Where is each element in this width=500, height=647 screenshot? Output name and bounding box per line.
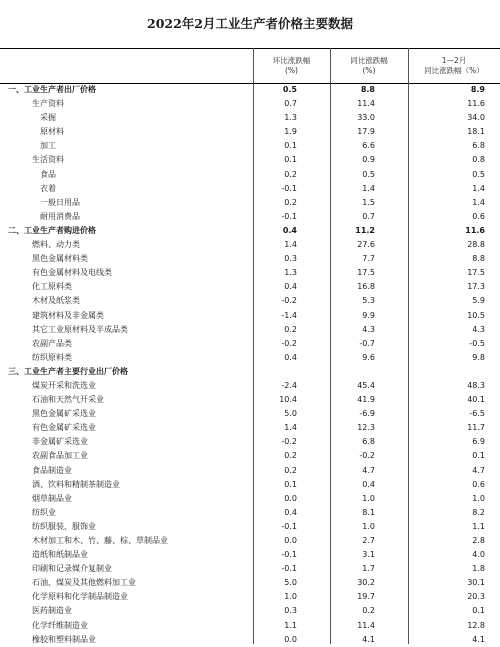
table-row (0, 379, 500, 393)
table-row (0, 168, 500, 182)
row-label: 石油、煤炭及其他燃料加工业 (32, 578, 136, 588)
row-label: 一般日用品 (40, 197, 80, 207)
table-row (0, 309, 500, 323)
ytd-value: 11.7 (467, 423, 485, 433)
yoy-value: 1.0 (362, 493, 375, 503)
table-row (0, 365, 500, 379)
row-label: 纺织业 (32, 507, 56, 517)
row-label: 衣着 (40, 183, 56, 193)
row-label: 生产资料 (32, 99, 64, 109)
mom-value: -0.2 (281, 338, 297, 348)
row-label: 黑色金属矿采选业 (32, 409, 96, 419)
row-label: 农副产品类 (32, 338, 72, 348)
yoy-value: 1.5 (362, 197, 375, 207)
row-label: 印刷和记录媒介复制业 (32, 564, 112, 574)
header-mom-line2: (%) (285, 66, 298, 75)
ytd-value: 11.6 (467, 99, 485, 109)
ytd-value: 18.1 (467, 127, 485, 137)
mom-value: 0.0 (284, 634, 297, 644)
ytd-value: 17.5 (467, 268, 485, 278)
ytd-value: 0.5 (472, 169, 485, 179)
ytd-value: 0.6 (472, 479, 485, 489)
mom-value: 1.3 (284, 268, 297, 278)
ytd-value: 1.8 (472, 564, 485, 574)
mom-value: 0.0 (284, 493, 297, 503)
table-row (0, 421, 500, 435)
ytd-value: -0.5 (469, 338, 485, 348)
yoy-value: 0.4 (362, 479, 375, 489)
page-title: 2022年2月工业生产者价格主要数据 (147, 16, 353, 31)
row-label: 纺织原料类 (32, 352, 72, 362)
ytd-value: 0.1 (472, 451, 485, 461)
row-label: 一、工业生产者出厂价格 (8, 85, 96, 94)
mom-value: -0.1 (281, 521, 297, 531)
ytd-value: -6.5 (469, 409, 485, 419)
table-row (0, 238, 500, 252)
yoy-value: -6.9 (359, 409, 375, 419)
mom-value: 0.0 (284, 536, 297, 545)
yoy-value: 11.4 (357, 99, 375, 109)
table-row (0, 252, 500, 266)
yoy-value: 17.5 (357, 268, 375, 278)
mom-value: 0.3 (284, 254, 297, 264)
row-label: 石油和天然气开采业 (32, 395, 104, 405)
table-row (0, 604, 500, 618)
table-row (0, 323, 500, 337)
table-row (0, 196, 500, 210)
table-row (0, 83, 500, 97)
table-row (0, 407, 500, 421)
mom-value: 0.2 (284, 465, 297, 475)
mom-value: -0.1 (281, 211, 297, 221)
ytd-value: 1.4 (472, 197, 485, 207)
mom-value: -0.2 (281, 296, 297, 306)
ytd-value: 40.1 (467, 395, 485, 405)
mom-value: 0.7 (284, 99, 297, 109)
yoy-value: 19.7 (357, 592, 375, 602)
row-label: 橡胶和塑料制品业 (32, 634, 96, 644)
yoy-value: 4.7 (362, 465, 375, 475)
table-row (0, 619, 500, 633)
header-mom (253, 49, 330, 83)
ytd-value: 0.1 (472, 606, 485, 616)
table-row (0, 478, 500, 492)
mom-value: 0.2 (284, 169, 297, 179)
row-label: 木材加工和木、竹、藤、棕、草制品业 (32, 536, 168, 545)
row-label: 纺织服装、服饰业 (32, 521, 96, 531)
row-label: 三、工业生产者主要行业出厂价格 (8, 366, 128, 376)
row-label: 耐用消费品 (40, 211, 80, 221)
table-row (0, 153, 500, 167)
mom-value: 0.5 (282, 85, 297, 94)
yoy-value: -0.2 (359, 451, 375, 461)
ytd-value: 4.0 (472, 550, 485, 560)
ytd-value: 12.8 (467, 620, 485, 630)
row-label: 加工 (40, 141, 56, 151)
row-label: 燃料、动力类 (32, 240, 80, 250)
yoy-value: 0.5 (362, 169, 375, 179)
ytd-value: 30.1 (467, 578, 485, 588)
table-row (0, 266, 500, 280)
row-label: 化工原料类 (32, 282, 72, 292)
table-row (0, 548, 500, 562)
table-row (0, 590, 500, 604)
row-label: 采掘 (40, 113, 56, 123)
header-ytd (408, 49, 500, 83)
table-row (0, 534, 500, 548)
mom-value: 0.3 (284, 606, 297, 616)
ytd-value: 6.9 (472, 437, 485, 447)
ytd-value: 9.8 (472, 352, 485, 362)
table-row (0, 294, 500, 308)
ytd-value: 8.8 (472, 254, 485, 264)
header-mom-line1: 环比涨跌幅 (272, 56, 311, 65)
table-row (0, 506, 500, 520)
mom-value: 0.4 (284, 507, 297, 517)
table-row (0, 182, 500, 196)
yoy-value: 30.2 (357, 578, 375, 588)
mom-value: 0.1 (284, 141, 297, 151)
table-row (0, 337, 500, 351)
row-label: 医药制造业 (32, 606, 72, 616)
ytd-value: 1.1 (472, 521, 485, 531)
ytd-value: 17.3 (467, 282, 485, 292)
mom-value: 0.4 (284, 352, 297, 362)
table-row (0, 520, 500, 534)
ytd-value: 0.6 (472, 211, 485, 221)
table-row (0, 210, 500, 224)
ytd-value: 11.6 (465, 225, 485, 235)
mom-value: 0.2 (284, 197, 297, 207)
yoy-value: 2.7 (362, 536, 375, 545)
row-label: 二、工业生产者购进价格 (8, 225, 96, 235)
ytd-value: 28.8 (467, 240, 485, 250)
yoy-value: -0.7 (359, 338, 375, 348)
yoy-value: 41.9 (357, 395, 375, 405)
mom-value: 0.1 (284, 479, 297, 489)
header-yoy-line1: 同比涨跌幅 (350, 56, 388, 65)
row-label: 烟草制品业 (32, 493, 72, 503)
table-row (0, 576, 500, 590)
yoy-value: 3.1 (362, 550, 375, 560)
yoy-value: 8.1 (362, 507, 375, 517)
mom-value: 1.4 (284, 423, 297, 433)
table-row (0, 97, 500, 111)
table-row (0, 562, 500, 576)
yoy-value: 7.7 (362, 254, 375, 264)
yoy-value: 17.9 (357, 127, 375, 137)
table-row (0, 351, 500, 365)
ytd-value: 4.3 (472, 324, 485, 334)
ytd-value: 4.7 (472, 465, 485, 475)
yoy-value: 6.6 (362, 141, 375, 151)
mom-value: -2.4 (281, 380, 297, 390)
yoy-value: 45.4 (357, 380, 375, 390)
table-row (0, 492, 500, 506)
ytd-value: 4.1 (472, 634, 485, 644)
table-header (0, 48, 500, 84)
header-yoy-line2: (%) (362, 66, 376, 75)
row-label: 木材及纸浆类 (32, 296, 80, 306)
yoy-value: 0.2 (362, 606, 375, 616)
mom-value: 0.4 (284, 282, 297, 292)
row-label: 其它工业原材料及半成品类 (32, 324, 128, 334)
row-label: 黑色金属材料类 (32, 254, 88, 264)
ytd-value: 1.0 (472, 493, 485, 503)
yoy-value: 16.8 (357, 282, 375, 292)
mom-value: 1.1 (284, 620, 297, 630)
ytd-value: 8.9 (470, 85, 485, 94)
yoy-value: 33.0 (357, 113, 375, 123)
table-row (0, 139, 500, 153)
table-body (0, 83, 500, 647)
ytd-value: 10.5 (467, 310, 485, 320)
ytd-value: 8.2 (472, 507, 485, 517)
ytd-value: 1.4 (472, 183, 485, 193)
yoy-value: 4.3 (362, 324, 375, 334)
yoy-value: 0.7 (362, 211, 375, 221)
mom-value: -0.1 (281, 564, 297, 574)
mom-value: -0.2 (281, 437, 297, 447)
row-label: 化学原料和化学制品制造业 (32, 592, 128, 602)
yoy-value: 9.9 (362, 310, 375, 320)
mom-value: 1.9 (284, 127, 297, 137)
yoy-value: 6.8 (362, 437, 375, 447)
ytd-value: 2.8 (472, 536, 485, 545)
row-label: 有色金属矿采选业 (32, 423, 96, 433)
yoy-value: 0.9 (362, 155, 375, 165)
row-label: 食品 (40, 169, 56, 179)
yoy-value: 1.4 (362, 183, 375, 193)
table-row (0, 393, 500, 407)
row-label: 原材料 (40, 127, 64, 137)
mom-value: 0.2 (284, 451, 297, 461)
table-row (0, 280, 500, 294)
table-row (0, 125, 500, 139)
ytd-value: 5.9 (472, 296, 485, 306)
yoy-value: 4.1 (362, 634, 375, 644)
row-label: 食品制造业 (32, 465, 72, 475)
table-row (0, 633, 500, 647)
ytd-value: 6.8 (472, 141, 485, 151)
yoy-value: 11.4 (357, 620, 375, 630)
row-label: 生活资料 (32, 155, 64, 165)
mom-value: 5.0 (284, 409, 297, 419)
mom-value: 0.2 (284, 324, 297, 334)
yoy-value: 1.7 (362, 564, 375, 574)
row-label: 酒、饮料和精制茶制造业 (32, 479, 120, 489)
mom-value: -1.4 (281, 310, 297, 320)
mom-value: 1.4 (284, 240, 297, 250)
table-row (0, 449, 500, 463)
mom-value: 0.1 (284, 155, 297, 165)
row-label: 非金属矿采选业 (32, 437, 88, 447)
yoy-value: 27.6 (357, 240, 375, 250)
table-row (0, 464, 500, 478)
table-row (0, 111, 500, 125)
row-label: 农副食品加工业 (32, 451, 88, 461)
mom-value: 5.0 (284, 578, 297, 588)
header-ytd-line1: 1—2月 (441, 56, 467, 65)
ytd-value: 20.3 (467, 592, 485, 602)
row-label: 建筑材料及非金属类 (32, 310, 104, 320)
mom-value: 0.4 (282, 225, 297, 235)
row-label: 造纸和纸制品业 (32, 550, 88, 560)
mom-value: 10.4 (279, 395, 297, 405)
mom-value: 1.3 (284, 113, 297, 123)
header-ytd-line2: 同比涨跌幅（%） (424, 66, 484, 75)
row-label: 煤炭开采和洗选业 (32, 380, 96, 390)
yoy-value: 9.6 (362, 352, 375, 362)
ytd-value: 48.3 (467, 380, 485, 390)
yoy-value: 12.3 (357, 423, 375, 433)
table-row (0, 435, 500, 449)
yoy-value: 11.2 (355, 225, 375, 235)
mom-value: -0.1 (281, 183, 297, 193)
header-yoy (330, 49, 408, 83)
yoy-value: 5.3 (362, 296, 375, 306)
ytd-value: 34.0 (467, 113, 485, 123)
row-label: 有色金属材料及电线类 (32, 268, 112, 278)
yoy-value: 8.8 (360, 85, 375, 94)
mom-value: 1.0 (284, 592, 297, 602)
row-label: 化学纤维制造业 (32, 620, 88, 630)
table-row (0, 224, 500, 238)
ytd-value: 0.8 (472, 155, 485, 165)
yoy-value: 1.0 (362, 521, 375, 531)
mom-value: -0.1 (281, 550, 297, 560)
